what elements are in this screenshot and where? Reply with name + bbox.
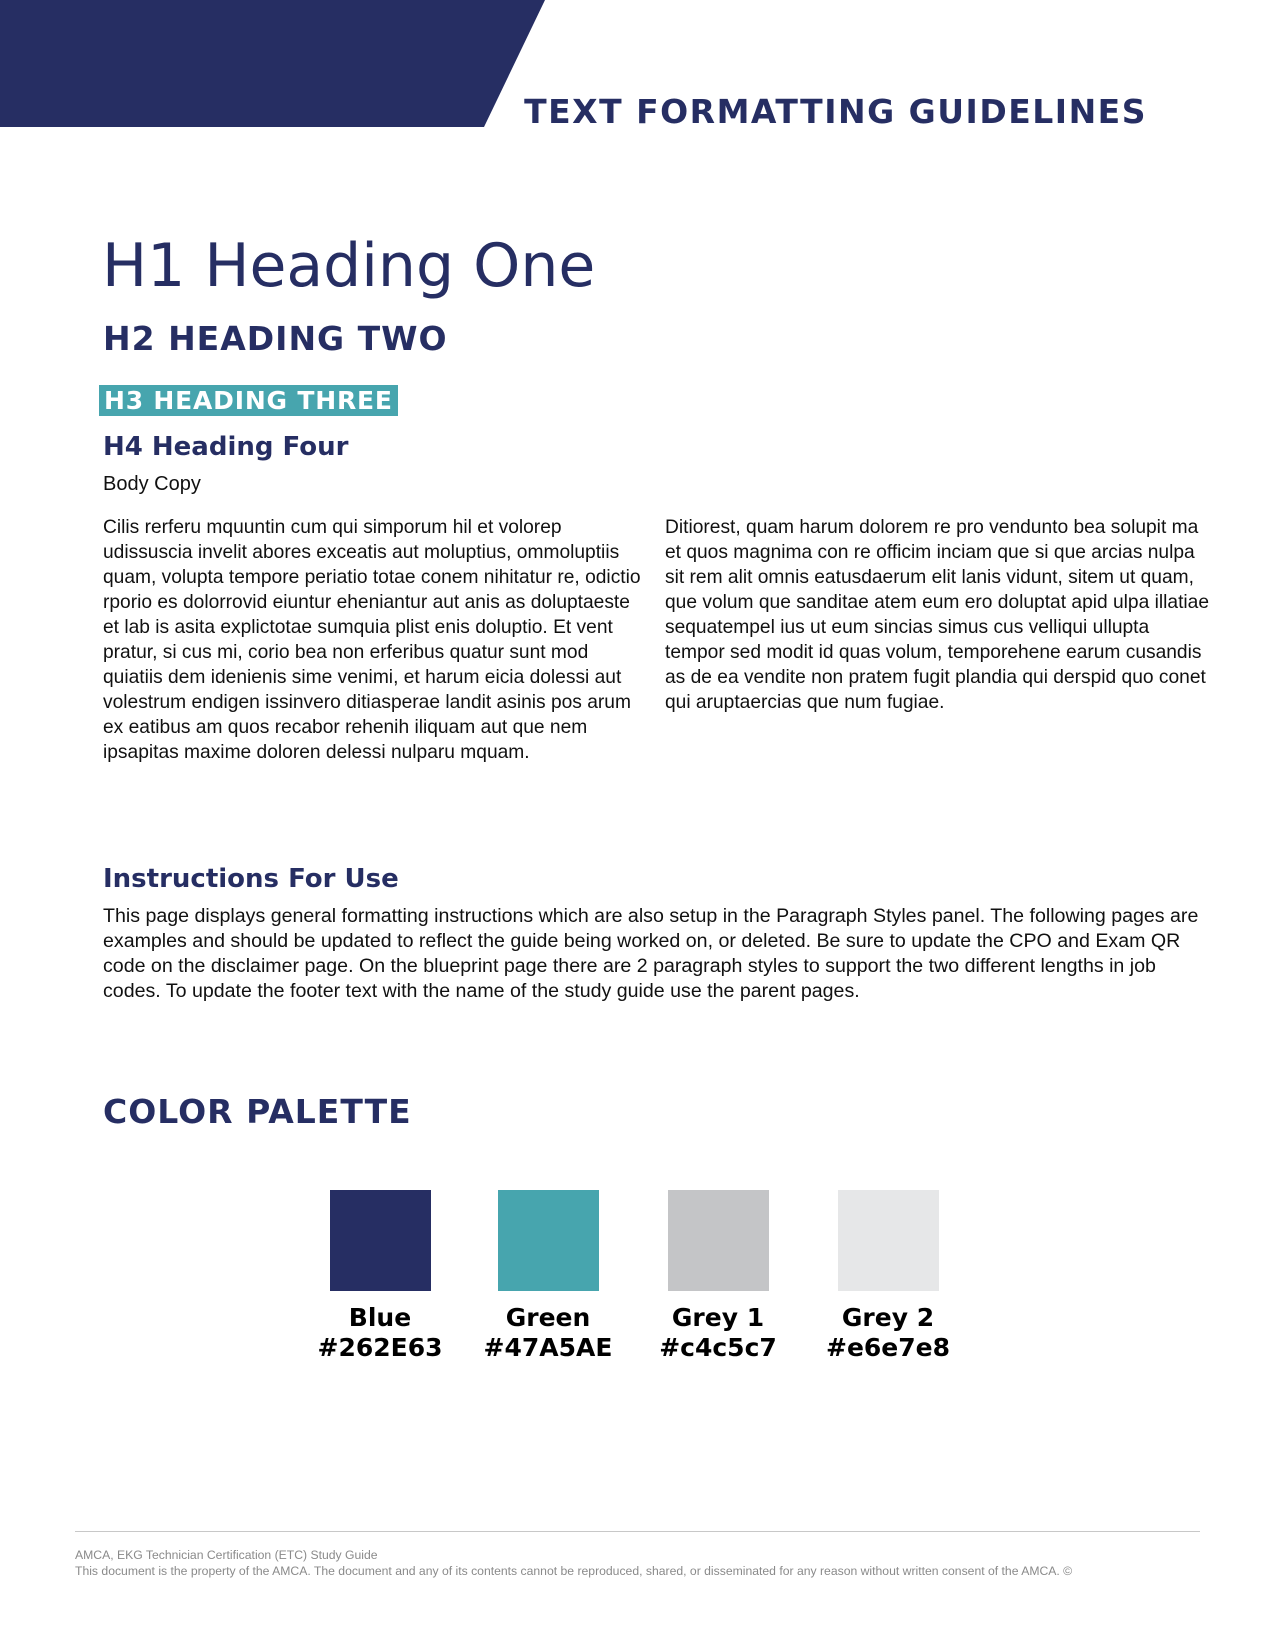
instructions-heading: Instructions For Use <box>103 864 399 894</box>
body-copy-label: Body Copy <box>103 473 201 495</box>
swatch-hex-code: #c4c5c7 <box>659 1333 777 1362</box>
instructions-paragraph: This page displays general formatting instructions which are also setup in the Paragraph Styles panel. The following pages are examples and should be updated to reflect the guide being worked on, or deleted. Be sure to update the CPO and Exam QR code on the disclaimer page. On the blueprint page there are 2 paragraph styles to support the two different lengths in job codes. To update the footer text with the name of the study guide use the parent pages. <box>103 905 1199 1002</box>
swatch-item-grey-1 <box>633 1190 803 1363</box>
heading-three-sample: H3 HEADING THREE <box>99 385 398 416</box>
heading-four-sample: H4 Heading Four <box>103 432 349 462</box>
swatch-item-grey-2 <box>803 1190 973 1363</box>
color-swatch-green <box>498 1190 599 1291</box>
body-copy-column-left: Cilis rerferu mquuntin cum qui simporum hil et volorep udissuscia invelit abores exceatis aut moluptius, ommoluptiis quam, volupta tempore periatio totae conem nihitatur re, odictio rporio es dolorrovid eiuntur eheniantur aut anis as doluptaeste et lab is asita explictotae sumquia plist enis doluptio. Et vent pratur, si cus mi, corio bea non erferibus quatur sunt mod quiatiis dem idenienis sime venimi, et harum eicia dolessi aut volestrum endigen issinvero ditiasperae landit asinis pos arum ex eatibus am quos recabor rehenih iliquam aut que nem ipsapitas maxime doloren delessi nulparu mquam. <box>103 517 641 763</box>
swatch-name: Grey 1 <box>671 1303 765 1332</box>
page-header-title: TEXT FORMATTING GUIDELINES <box>524 92 1147 131</box>
swatch-item-blue <box>295 1190 465 1363</box>
body-copy-column-right: Ditiorest, quam harum dolorem re pro vendunto bea solupit ma et quos magnima con re officim inciam que si que arcias nulpa sit rem alit omnis eatusdaerum elit lanis vidunt, sitem ut quam, que volum que sanditae atem eum ero doluptat apid ulpa illatiae sequatempel ius ut eum sincias simus cus velliqui ullupta tempor sed modit id quas volum, temporehene earum cusandis as de ea vendite non pratem fugit plandia qui derspid quo conet qui aruptaercias que num fugiae. <box>665 517 1210 713</box>
color-palette-heading: COLOR PALETTE <box>103 1092 412 1131</box>
color-swatch-blue <box>330 1190 431 1291</box>
swatch-name: Blue <box>348 1303 412 1332</box>
swatch-hex-code: #47A5AE <box>483 1333 613 1362</box>
swatch-name: Grey 2 <box>841 1303 935 1332</box>
swatch-hex-code: #262E63 <box>317 1333 443 1362</box>
footer-copyright-notice: This document is the property of the AMCA. The document and any of its contents cannot be reproduced, shared, or disseminated for any reason without written consent of the AMCA. © <box>75 1564 1073 1578</box>
swatch-name: Green <box>505 1303 591 1332</box>
footer-divider <box>75 1531 1200 1532</box>
color-swatch-grey-2 <box>838 1190 939 1291</box>
color-swatch-grey-1 <box>668 1190 769 1291</box>
heading-two-sample: H2 HEADING TWO <box>103 319 448 358</box>
swatch-hex-code: #e6e7e8 <box>826 1333 950 1362</box>
swatch-item-green <box>463 1190 633 1363</box>
header-banner-shape <box>0 0 545 127</box>
footer-guide-title: AMCA, EKG Technician Certification (ETC) Study Guide <box>75 1548 378 1562</box>
heading-one-sample: H1 Heading One <box>102 231 596 301</box>
